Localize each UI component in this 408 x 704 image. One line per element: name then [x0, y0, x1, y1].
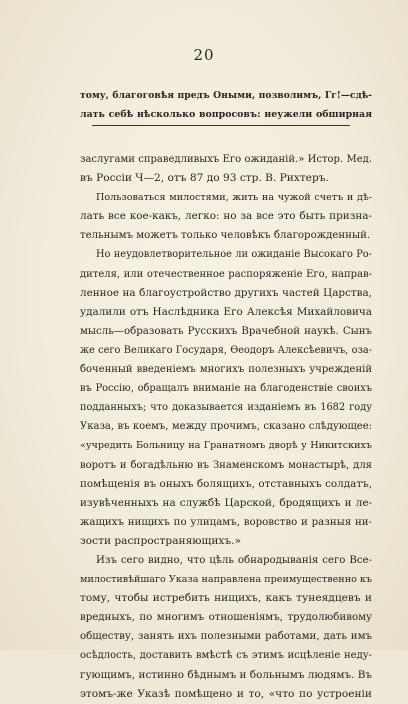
text-line: удалили отъ Наслѣдника Его Алексѣя Михайловича	[80, 305, 372, 318]
text-line: жащихъ нищихъ по улицамъ, воровство и разныя ни-	[80, 516, 372, 528]
text-line: зости распространяющихъ.»	[80, 534, 241, 547]
text-line: въ Россіи Ч—2, отъ 87 до 93 стр. В. Рихтеръ.	[80, 172, 329, 185]
text-line: Пользоваться милостями, жить на чужой счетъ и дѣ-	[96, 192, 372, 204]
text-line: дителя, или отечественное распоряженіе Его, направ-	[80, 268, 372, 280]
text-line: мысль—образовать Русскихъ Врачебной наукѣ. Сынъ	[80, 325, 372, 337]
body-text	[80, 150, 372, 704]
text-line: воротъ и богадѣльню въ Знаменскомъ монастырѣ, для	[80, 459, 372, 471]
text-line: «учредить Больницу на Гранатномъ дворѣ у Никитскихъ	[80, 440, 372, 452]
text-line: осѣдлость, доставить вмѣстѣ съ этимъ исцѣленіе неду-	[80, 650, 372, 662]
text-line: подданныхъ; что доказывается изданіемъ въ 1682 году	[80, 402, 372, 414]
heading-line: тому, благоговѣя предъ Оными, позволимъ, Гг!—сдѣ-	[80, 90, 372, 101]
text-line: вредныхъ, по многимъ отношеніямъ, трудолюбивому	[80, 612, 372, 624]
text-line: обществу, занять ихъ полезными работами, дать имъ	[80, 631, 372, 643]
heading-paragraph	[80, 86, 372, 124]
section-divider	[92, 125, 350, 126]
page-number: 20	[193, 46, 215, 64]
text-line: тельнымъ можетъ только человѣкъ благорожденный.	[80, 230, 371, 242]
text-line: въ Россію, обращалъ вниманіе на благоденствіе своихъ	[80, 383, 372, 395]
text-line: Изъ сего видно, что цѣль обнародыванія сего Все-	[96, 554, 372, 566]
text-line: заслугами справедливыхъ Его ожиданій.» Истор. Мед.	[80, 154, 372, 165]
text-line: же сего Великаго Государя, Ѳеодоръ Алексѣевичъ, оза-	[80, 344, 372, 356]
text-line: гующимъ, истинно бѣднымъ и больнымъ людямъ. Въ	[80, 668, 372, 681]
text-line: помѣщенія въ оныхъ болящихъ, отставныхъ солдатъ,	[80, 477, 372, 490]
text-line: ленное на благоустройство другихъ частей Царства,	[80, 286, 372, 299]
text-line: боченный введеніемъ многихъ полезныхъ учрежденій	[80, 364, 372, 376]
text-line: изувѣченныхъ на службѣ Царской, бродящихъ и ле-	[80, 496, 372, 509]
text-line: этомъ-же Указѣ помѣщено и то, «что по устроеніи	[80, 687, 372, 700]
text-line: Но неудовлетворительное ли ожиданіе Высокаго Ро-	[96, 249, 372, 261]
text-line: тому, чтобы истребить нищихъ, какъ тунеядцевъ и	[80, 592, 372, 605]
text-line: милостивѣйшаго Указа направлена преимущественно къ	[80, 574, 373, 586]
text-line: лать все кое-какъ, легко: но за все это быть призна-	[80, 210, 372, 223]
text-line: Указа, въ коемъ, между прочимъ, сказано слѣдующее:	[80, 421, 372, 433]
heading-line: лать себѣ нѣсколько вопросовъ: неужели обширная	[80, 109, 372, 120]
